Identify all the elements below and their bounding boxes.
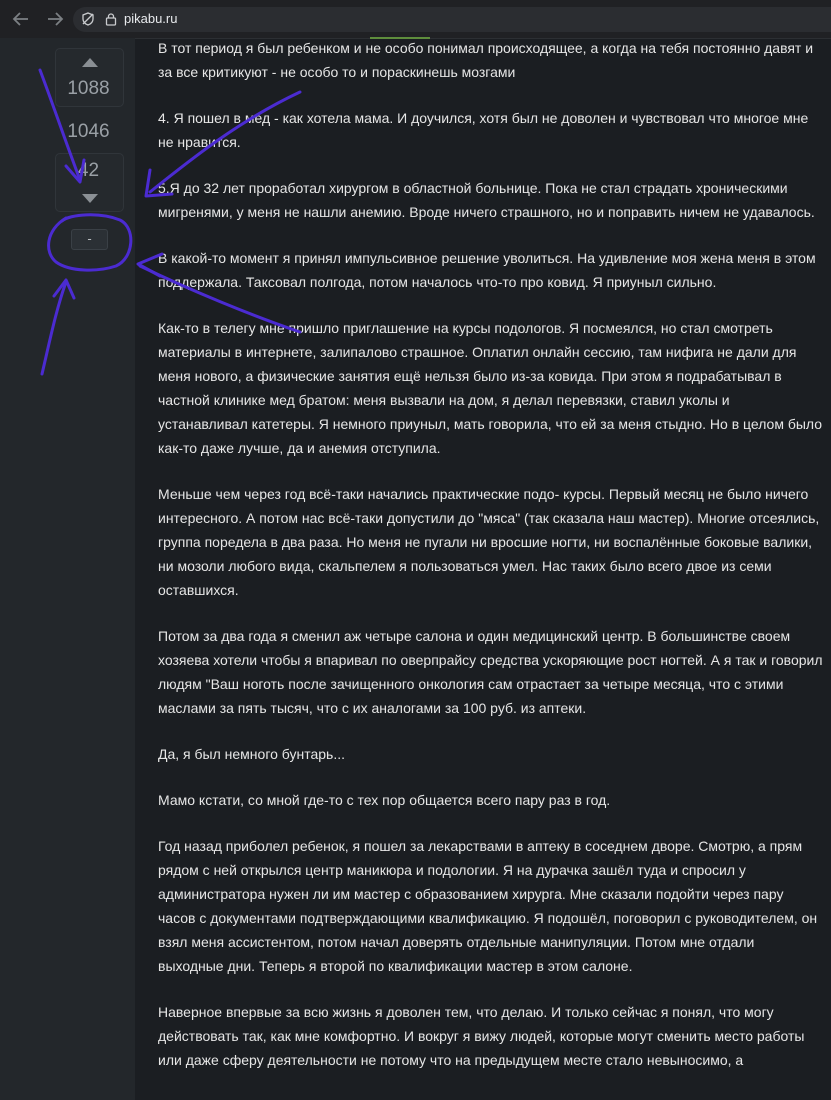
paragraph: 5.Я до 32 лет проработал хирургом в областной больнице. Пока не стал страдать хроническими мигренями, у меня не нашли анемию. Вроде ничего страшного, но и поправить ничем не удавалось. bbox=[158, 180, 815, 220]
paragraph: Мамо кстати, со мной где-то с тех пор общается всего пару раз в год. bbox=[158, 792, 611, 808]
arrow-down-icon bbox=[82, 194, 98, 203]
lock-icon[interactable] bbox=[104, 12, 118, 26]
paragraph: 4. Я пошел в мед - как хотела мама. И доучился, хотя был не доволен и чувствовал что многое мне не нравится. bbox=[158, 110, 809, 150]
paragraph: Меньше чем через год всё-таки начались практические подо- курсы. Первый месяц не было ничего интересного. А потом нас всё-таки допустили до "мяса" (так сказала наш мастер). Многие отсеялись, группа поредела в два раза. Но меня не пугали ни вросшие ногти, ни воспалённые боковые валики, ни мозоли любого вида, скальпелем я пользоваться умел. Нас таких было всего двое из семи оставшихся. bbox=[158, 486, 820, 598]
address-bar[interactable] bbox=[73, 7, 831, 32]
browser-toolbar bbox=[0, 0, 831, 39]
paragraph: Год назад приболел ребенок, я пошел за лекарствами в аптеку в соседнем дворе. Смотрю, а прям рядом с ней открылся центр маникюра и подологии. Я на дурачка зашёл туда и спросил у администратора нужен ли им мастер с образованием хирурга. Мне сказали подойти через пару часов с документами подтверждающими квалификацию. Я подошёл, поговорил с руководителем, он взял меня ассистентом, потом начал доверять отдельные манипуляции. Потом мне отдали выходные дни. Теперь я второй по квалификации мастер в этом салоне. bbox=[158, 838, 818, 974]
shield-off-icon[interactable] bbox=[81, 12, 95, 26]
forward-arrow-icon[interactable] bbox=[45, 9, 65, 29]
arrow-up-icon bbox=[82, 58, 98, 67]
paragraph: В тот период я был ребенком и не особо понимал происходящее, а когда на тебя постоянно давят и за все критикуют - не особо то и пораскинешь мозгами bbox=[158, 40, 814, 80]
rating-value: 1046 bbox=[67, 121, 110, 142]
rating-sidebar bbox=[0, 38, 135, 1100]
paragraph: Как-то в телегу мне пришло приглашение на курсы подологов. Я посмеялся, но стал смотреть материалы в интернете, залипалово страшное. Оплатил онлайн сессию, там нифига не дали для меня нового, а физические занятия ещё нельзя было из-за ковида. При этом я подрабатывал в частной клинике мед братом: меня вызвали на дом, я делал перевязки, ставил уколы и устанавливал катетеры. Я немного приуныл, мать говорила, что ей за меня стыдно. Но в целом было как-то даже лучше, да и анемия отступила. bbox=[158, 320, 823, 456]
paragraph: В какой-то момент я принял импульсивное решение уволиться. На удивление моя жена меня в этом поддержала. Таксовал полгода, потом началось что-то про ковид. Я приуныл сильно. bbox=[158, 250, 816, 290]
downvote-count: 42 bbox=[77, 160, 100, 181]
back-arrow-icon[interactable] bbox=[11, 9, 31, 29]
url-text[interactable]: pikabu.ru bbox=[124, 11, 178, 26]
paragraph: Да, я был немного бунтарь... bbox=[158, 746, 346, 762]
upvote-count: 1088 bbox=[67, 78, 110, 99]
paragraph: Потом за два года я сменил аж четыре салона и один медицинский центр. В большинстве своем хозяева хотели чтобы я впаривал по оверпрайсу средства ускоряющие рост ногтей. А я так и говорил людям "Ваш ноготь после зачищенного онкология сам отрастает за четыре месяца, что с этими маслами за пять тысяч, что с их аналогами за 100 руб. из аптеки. bbox=[158, 628, 823, 716]
paragraph: Наверное впервые за всю жизнь я доволен тем, что делаю. И только сейчас я понял, что могу действовать так, как мне комфортно. И вокруг я вижу людей, которые могут сменить место работы или даже сферу деятельности не потому что на предыдущем месте стало невыносимо, а bbox=[158, 1004, 805, 1068]
hide-post-button[interactable]: - bbox=[71, 229, 108, 250]
post-content bbox=[158, 38, 823, 1100]
